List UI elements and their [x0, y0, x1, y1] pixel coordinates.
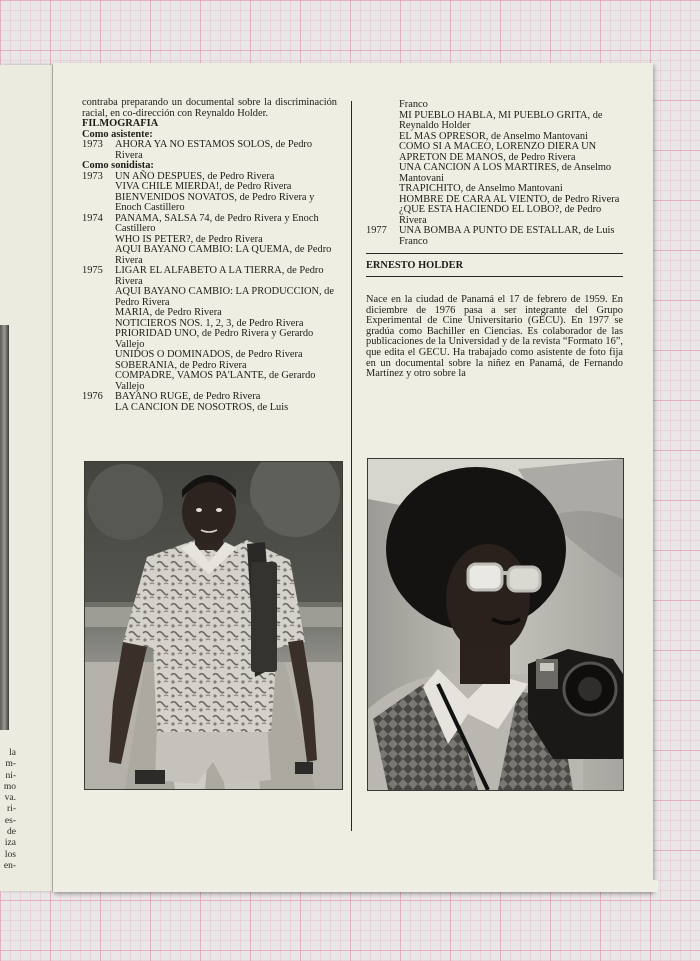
entry-text: PRIORIDAD UNO, de Pedro Rivera y Gerardo Vallejo [115, 328, 314, 350]
left-fragment-line: mo [3, 781, 16, 792]
entry-text: UNIDOS O DOMINADOS, de Pedro Rivera [115, 349, 303, 360]
entry-text: AQUI BAYANO CAMBIO: LA PRODUCCION, de Pedro Rivera [115, 286, 334, 308]
entry-text: NOTICIEROS NOS. 1, 2, 3, de Pedro Rivera [115, 317, 304, 329]
entry-year: 1977 [366, 225, 387, 236]
left-page-text-fragment [0, 748, 16, 872]
filmography-entry: TRAPICHITO, de Anselmo Mantovani [399, 183, 563, 194]
left-page [0, 65, 53, 891]
filmography-entry: ¿QUE ESTA HACIENDO EL LOBO?, de Pedro Rivera [399, 204, 602, 226]
left-page-photo-edge [0, 325, 9, 730]
sound-entries-list [82, 172, 337, 414]
filmography-entry [82, 266, 337, 287]
filmography-entry: EL MAS OPRESOR, de Anselmo Mantovani [399, 130, 588, 142]
bio-paragraph: Nace en la ciudad de Panamá el 17 de febrero de 1959. En diciembre de 1976 pasa a ser integrante del Grupo Experimental de Cine Universitario (GECU). En 1977 se gradúa como Bachiller en Ciencias. Es colaborador de las publicaciones de la Universidad y de la revista “Formato 16”, que edita el GECU. Ha trabajado como asistente de foto fija en un documental sobre la niñez en Panamá, de Fernando Martínez y otro sobre la [366, 294, 623, 380]
right-column [366, 100, 623, 380]
entry-text: BAYANO RUGE, de Pedro Rivera [115, 391, 261, 402]
entry-text: UNA BOMBA A PUNTO DE ESTALLAR, de Luis Franco [399, 225, 615, 247]
entry-text: AHORA YA NO ESTAMOS SOLOS, de Pedro Rivera [115, 139, 313, 161]
filmography-entry [82, 403, 337, 414]
left-fragment-line: ri- [7, 804, 16, 815]
right-items-list [366, 111, 623, 227]
entry-year: 1973 [82, 170, 103, 182]
entry-text: COMPADRE, VAMOS PA'LANTE, de Gerardo Vallejo [115, 370, 316, 392]
entry-text: MARIA, de Pedro Rivera [115, 307, 222, 318]
filmography-entry [82, 329, 337, 350]
left-fragment-line: iza [4, 838, 16, 849]
filmography-entry: UNA CANCION A LOS MARTIRES, de Anselmo Mantovani [399, 162, 612, 184]
assistant-subheading: Como asistente: [82, 128, 153, 140]
entry-text: BIENVENIDOS NOVATOS, de Pedro Rivera y Enoch Castillero [115, 191, 315, 213]
entry-text: WHO IS PETER?, de Pedro Rivera [115, 233, 263, 245]
left-column [82, 98, 337, 413]
entry-text: LIGAR EL ALFABETO A LA TIERRA, de Pedro Rivera [115, 265, 324, 287]
left-fragment-line: de [7, 827, 16, 838]
entry-text: LA CANCION DE NOSOTROS, de Luis [115, 401, 289, 413]
left-fragment-line: m- [5, 759, 16, 770]
final-entry [366, 226, 623, 247]
assistant-entry [82, 140, 337, 161]
photo-man-with-bag [84, 461, 343, 790]
entry-text: SOBERANIA, de Pedro Rivera [115, 359, 247, 371]
left-fragment-line: en- [3, 860, 16, 871]
filmography-entry [82, 371, 337, 392]
filmography-entry: COMO SI A MACEO, LORENZO DIERA UN APRETON DE MANOS, de Pedro Rivera [399, 141, 597, 163]
filmography-entry: HOMBRE DE CARA AL VIENTO, de Pedro Rivera [399, 193, 620, 205]
entry-text: VIVA CHILE MIERDA!, de Pedro Rivera [115, 181, 292, 192]
filmography-entry [82, 193, 337, 214]
entry-year: 1975 [82, 265, 103, 276]
section-title: ERNESTO HOLDER [366, 260, 464, 271]
left-fragment-line: la [9, 748, 16, 758]
entry-year: 1973 [82, 139, 103, 150]
column-divider [351, 101, 352, 831]
left-fragment-line: va. [4, 793, 16, 804]
continuation-text: Franco [399, 99, 428, 110]
entry-year: 1974 [82, 212, 103, 224]
page-edge-tab [650, 880, 658, 892]
entry-text: PANAMA, SALSA 74, de Pedro Rivera y Enoch Castillero [115, 212, 319, 234]
filmografia-heading: FILMOGRAFIA [82, 118, 159, 129]
photo-man-with-camera [367, 458, 624, 791]
left-fragment-line: los [4, 849, 16, 860]
sound-subheading: Como sonidista: [82, 160, 154, 171]
entry-text: AQUI BAYANO CAMBIO: LA QUEMA, de Pedro Rivera [115, 244, 332, 266]
filmography-entry [82, 214, 337, 235]
document-page [53, 63, 653, 892]
filmography-entry [82, 287, 337, 308]
filmography-entry [82, 245, 337, 266]
section-rule-bottom [366, 276, 623, 277]
left-fragment-line: ni- [5, 770, 16, 781]
entry-year: 1976 [82, 391, 103, 402]
entry-text: UN AÑO DESPUES, de Pedro Rivera [115, 170, 275, 182]
left-fragment-line: es- [4, 815, 16, 826]
section-rule-top [366, 253, 623, 254]
intro-paragraph: contraba preparando un documental sobre la discriminación racial, en co-dirección con Reynaldo Holder. [82, 97, 337, 119]
filmography-entry: MI PUEBLO HABLA, MI PUEBLO GRITA, de Reynaldo Holder [399, 109, 603, 131]
